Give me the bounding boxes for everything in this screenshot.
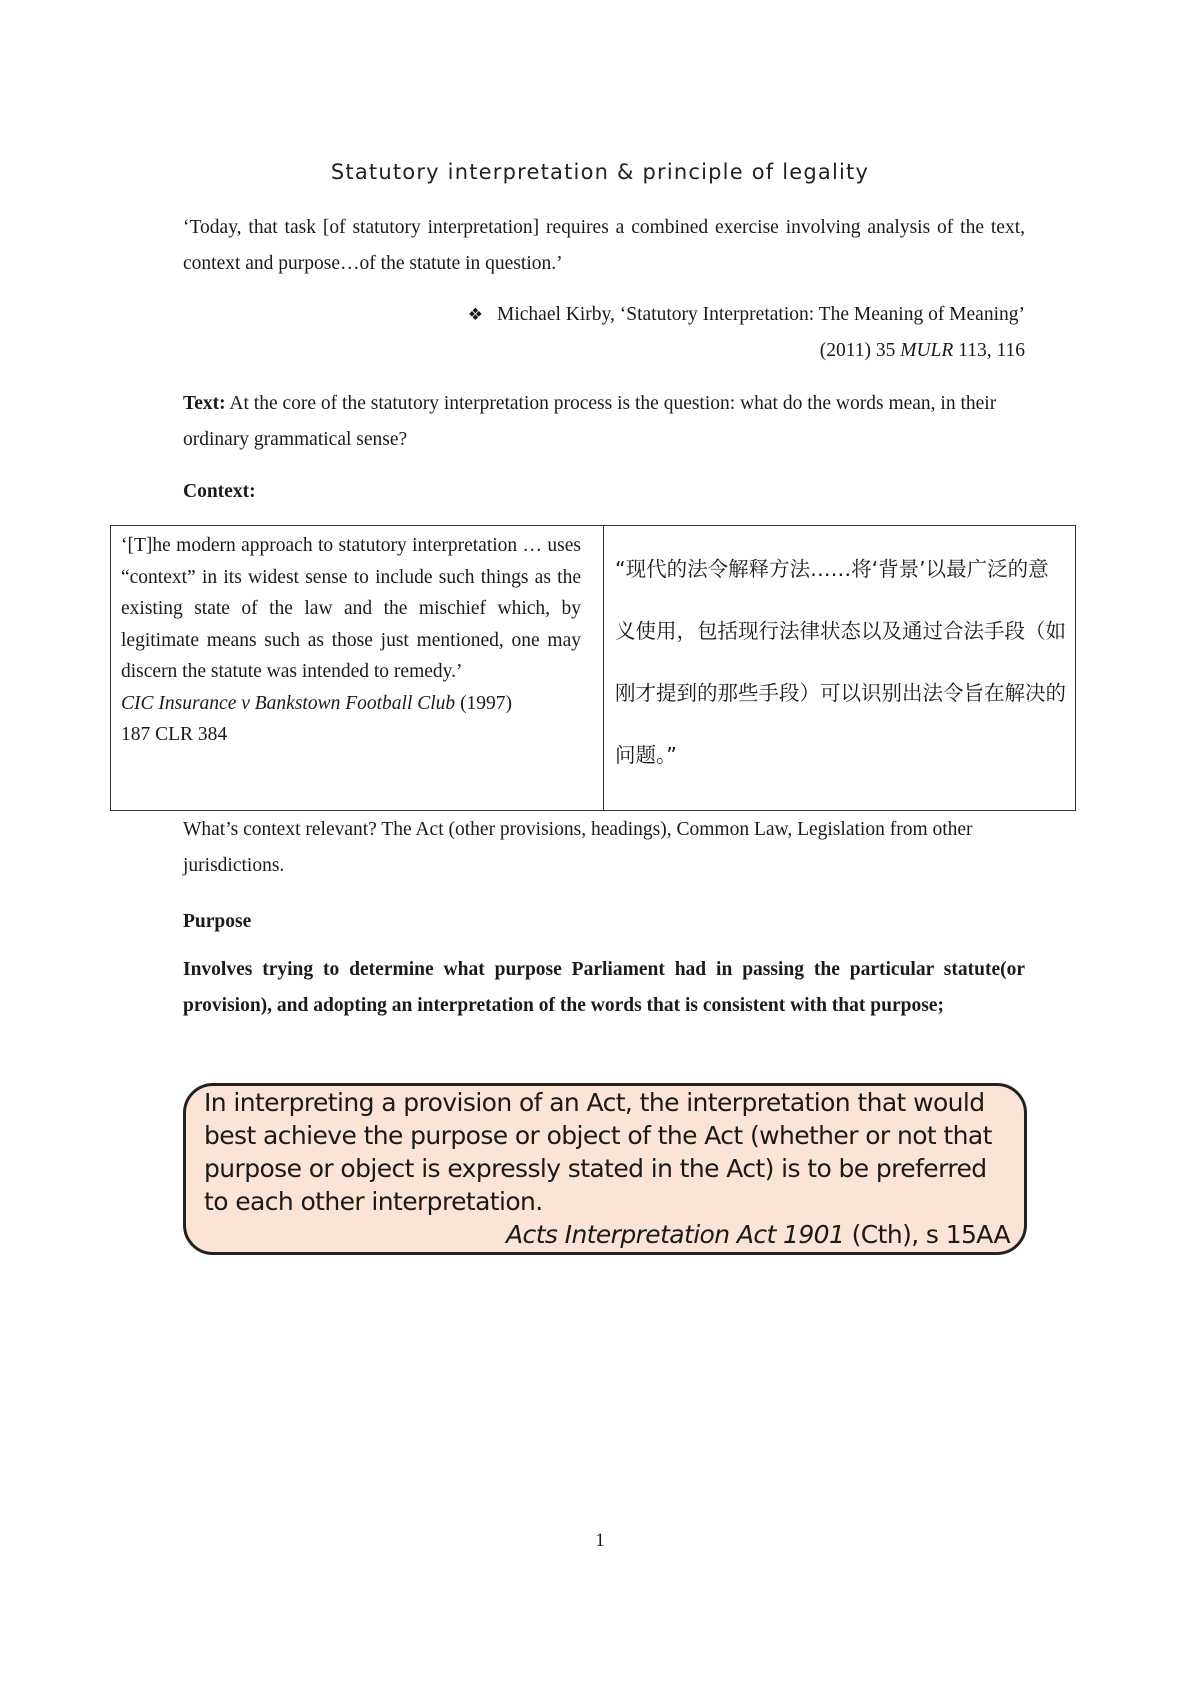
context-case-year: (1997)	[455, 692, 513, 714]
context-heading: Context:	[183, 481, 256, 502]
context-relevant-paragraph: What’s context relevant? The Act (other provisions, headings), Common Law, Legislation from other jurisdictions.	[183, 819, 973, 876]
context-case-report: 187 CLR 384	[121, 724, 228, 745]
attribution-pages: 113, 116	[953, 340, 1025, 361]
context-quote: ‘[T]he modern approach to statutory interpretation … uses “context” in its widest sense to include such things as the existing state of the law and the mischief which, by legitimate means such as those just mentioned, one may discern the statute was intended to remedy.’	[121, 535, 581, 682]
kirby-quote: ‘Today, that task [of statutory interpretation] requires a combined exercise involving analysis of the text, context and purpose…of the statute in question.’	[183, 217, 1025, 274]
s15aa-callout-box	[183, 1083, 1027, 1255]
attribution-line-2	[383, 333, 1025, 369]
text-label: Text:	[183, 393, 226, 414]
document-title: Statutory interpretation & principle of legality	[330, 160, 870, 184]
text-paragraph	[183, 386, 1025, 458]
callout-source-act: Acts Interpretation Act 1901	[506, 1220, 845, 1249]
kirby-attribution	[383, 297, 1025, 369]
callout-source-section: (Cth), s 15AA	[844, 1220, 1010, 1249]
context-translation-cell: “现代的法令解释方法……将‘背景’以最广泛的意义使用，包括现行法律状态以及通过合法手段（如刚才提到的那些手段）可以识别出法令旨在解决的问题。”	[615, 557, 1066, 767]
page-number: 1	[595, 1530, 605, 1551]
purpose-heading: Purpose	[183, 911, 252, 932]
attribution-year-volume: (2011) 35	[819, 340, 901, 361]
attribution-journal: MULR	[900, 340, 954, 361]
callout-source	[204, 1218, 1010, 1251]
purpose-paragraph: Involves trying to determine what purpose Parliament had in passing the particular statute(or provision), and adopting an interpretation of the words that is consistent with that purpose;	[183, 959, 1025, 1016]
context-table	[110, 525, 1076, 811]
context-quote-cell	[121, 530, 581, 751]
table-column-divider	[603, 526, 604, 810]
attribution-author-title: Michael Kirby, ‘Statutory Interpretation: The Meaning of Meaning’	[497, 304, 1025, 325]
text-body: At the core of the statutory interpretation process is the question: what do the words mean, in their ordinary grammatical sense?	[183, 393, 997, 450]
context-case-citation	[121, 688, 581, 720]
callout-body: In interpreting a provision of an Act, the interpretation that would best achieve the purpose or object of the Act (whether or not that purpose or object is expressly stated in the Act) is to be preferred to each other interpretation.	[204, 1088, 992, 1216]
diamond-bullet-icon: ❖	[467, 305, 484, 325]
attribution-line-1	[383, 297, 1025, 333]
context-case-name: CIC Insurance v Bankstown Football Club	[121, 692, 456, 714]
